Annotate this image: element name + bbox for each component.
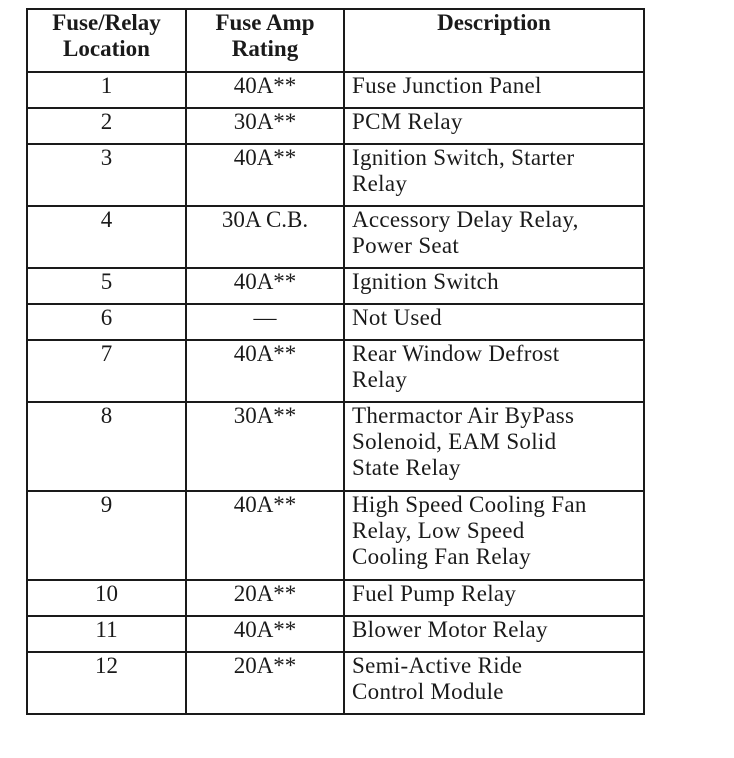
table-row [27, 206, 644, 268]
cell-location: 6 [27, 304, 186, 340]
cell-amp-rating: 40A** [186, 616, 344, 652]
cell-description [344, 491, 644, 580]
cell-description [344, 72, 644, 108]
table-row [27, 340, 644, 402]
cell-amp-rating: 30A** [186, 108, 344, 144]
cell-description [344, 108, 644, 144]
cell-amp-rating: 40A** [186, 268, 344, 304]
cell-location: 8 [27, 402, 186, 491]
cell-amp-rating: 40A** [186, 491, 344, 580]
description-line: Ignition Switch [352, 269, 499, 294]
cell-description [344, 206, 644, 268]
header-amp-rating: Fuse Amp Rating [186, 9, 344, 72]
cell-location: 4 [27, 206, 186, 268]
description-line: Relay [352, 171, 408, 196]
cell-amp-rating: 30A** [186, 402, 344, 491]
table-row [27, 72, 644, 108]
cell-description [344, 268, 644, 304]
cell-location: 1 [27, 72, 186, 108]
cell-description [344, 402, 644, 491]
cell-amp-rating: 40A** [186, 340, 344, 402]
cell-description [344, 616, 644, 652]
fuse-relay-table [26, 8, 645, 715]
table-body [27, 72, 644, 714]
description-line: Accessory Delay Relay, [352, 207, 579, 232]
cell-amp-rating: 20A** [186, 580, 344, 616]
table-row [27, 580, 644, 616]
description-line: Solenoid, EAM Solid [352, 429, 557, 454]
cell-description [344, 144, 644, 206]
description-line: Relay, Low Speed [352, 518, 525, 543]
description-line: Cooling Fan Relay [352, 544, 531, 569]
table-row [27, 144, 644, 206]
cell-location: 9 [27, 491, 186, 580]
cell-amp-rating: 40A** [186, 144, 344, 206]
description-line: Power Seat [352, 233, 460, 258]
cell-amp-rating: — [186, 304, 344, 340]
header-location: Fuse/Relay Location [27, 9, 186, 72]
table-row [27, 491, 644, 580]
cell-amp-rating: 20A** [186, 652, 344, 714]
description-line: Fuse Junction Panel [352, 73, 542, 98]
table-row [27, 616, 644, 652]
cell-description [344, 580, 644, 616]
table-row [27, 652, 644, 714]
cell-amp-rating: 30A C.B. [186, 206, 344, 268]
table-row [27, 268, 644, 304]
cell-description [344, 652, 644, 714]
description-line: Not Used [352, 305, 442, 330]
cell-location: 7 [27, 340, 186, 402]
description-line: Control Module [352, 679, 504, 704]
description-line: Semi-Active Ride [352, 653, 523, 678]
description-line: Blower Motor Relay [352, 617, 548, 642]
cell-location: 2 [27, 108, 186, 144]
description-line: Relay [352, 367, 408, 392]
description-line: Rear Window Defrost [352, 341, 560, 366]
table-header [27, 9, 644, 72]
table-row [27, 304, 644, 340]
description-line: Fuel Pump Relay [352, 581, 517, 606]
table-row [27, 402, 644, 491]
description-line: Thermactor Air ByPass [352, 403, 575, 428]
cell-description [344, 304, 644, 340]
description-line: Ignition Switch, Starter [352, 145, 575, 170]
cell-location: 5 [27, 268, 186, 304]
description-line: High Speed Cooling Fan [352, 492, 587, 517]
cell-amp-rating: 40A** [186, 72, 344, 108]
cell-description [344, 340, 644, 402]
description-line: PCM Relay [352, 109, 463, 134]
cell-location: 11 [27, 616, 186, 652]
description-line: State Relay [352, 455, 461, 480]
cell-location: 12 [27, 652, 186, 714]
cell-location: 10 [27, 580, 186, 616]
table-row [27, 108, 644, 144]
header-description: Description [344, 9, 644, 72]
cell-location: 3 [27, 144, 186, 206]
